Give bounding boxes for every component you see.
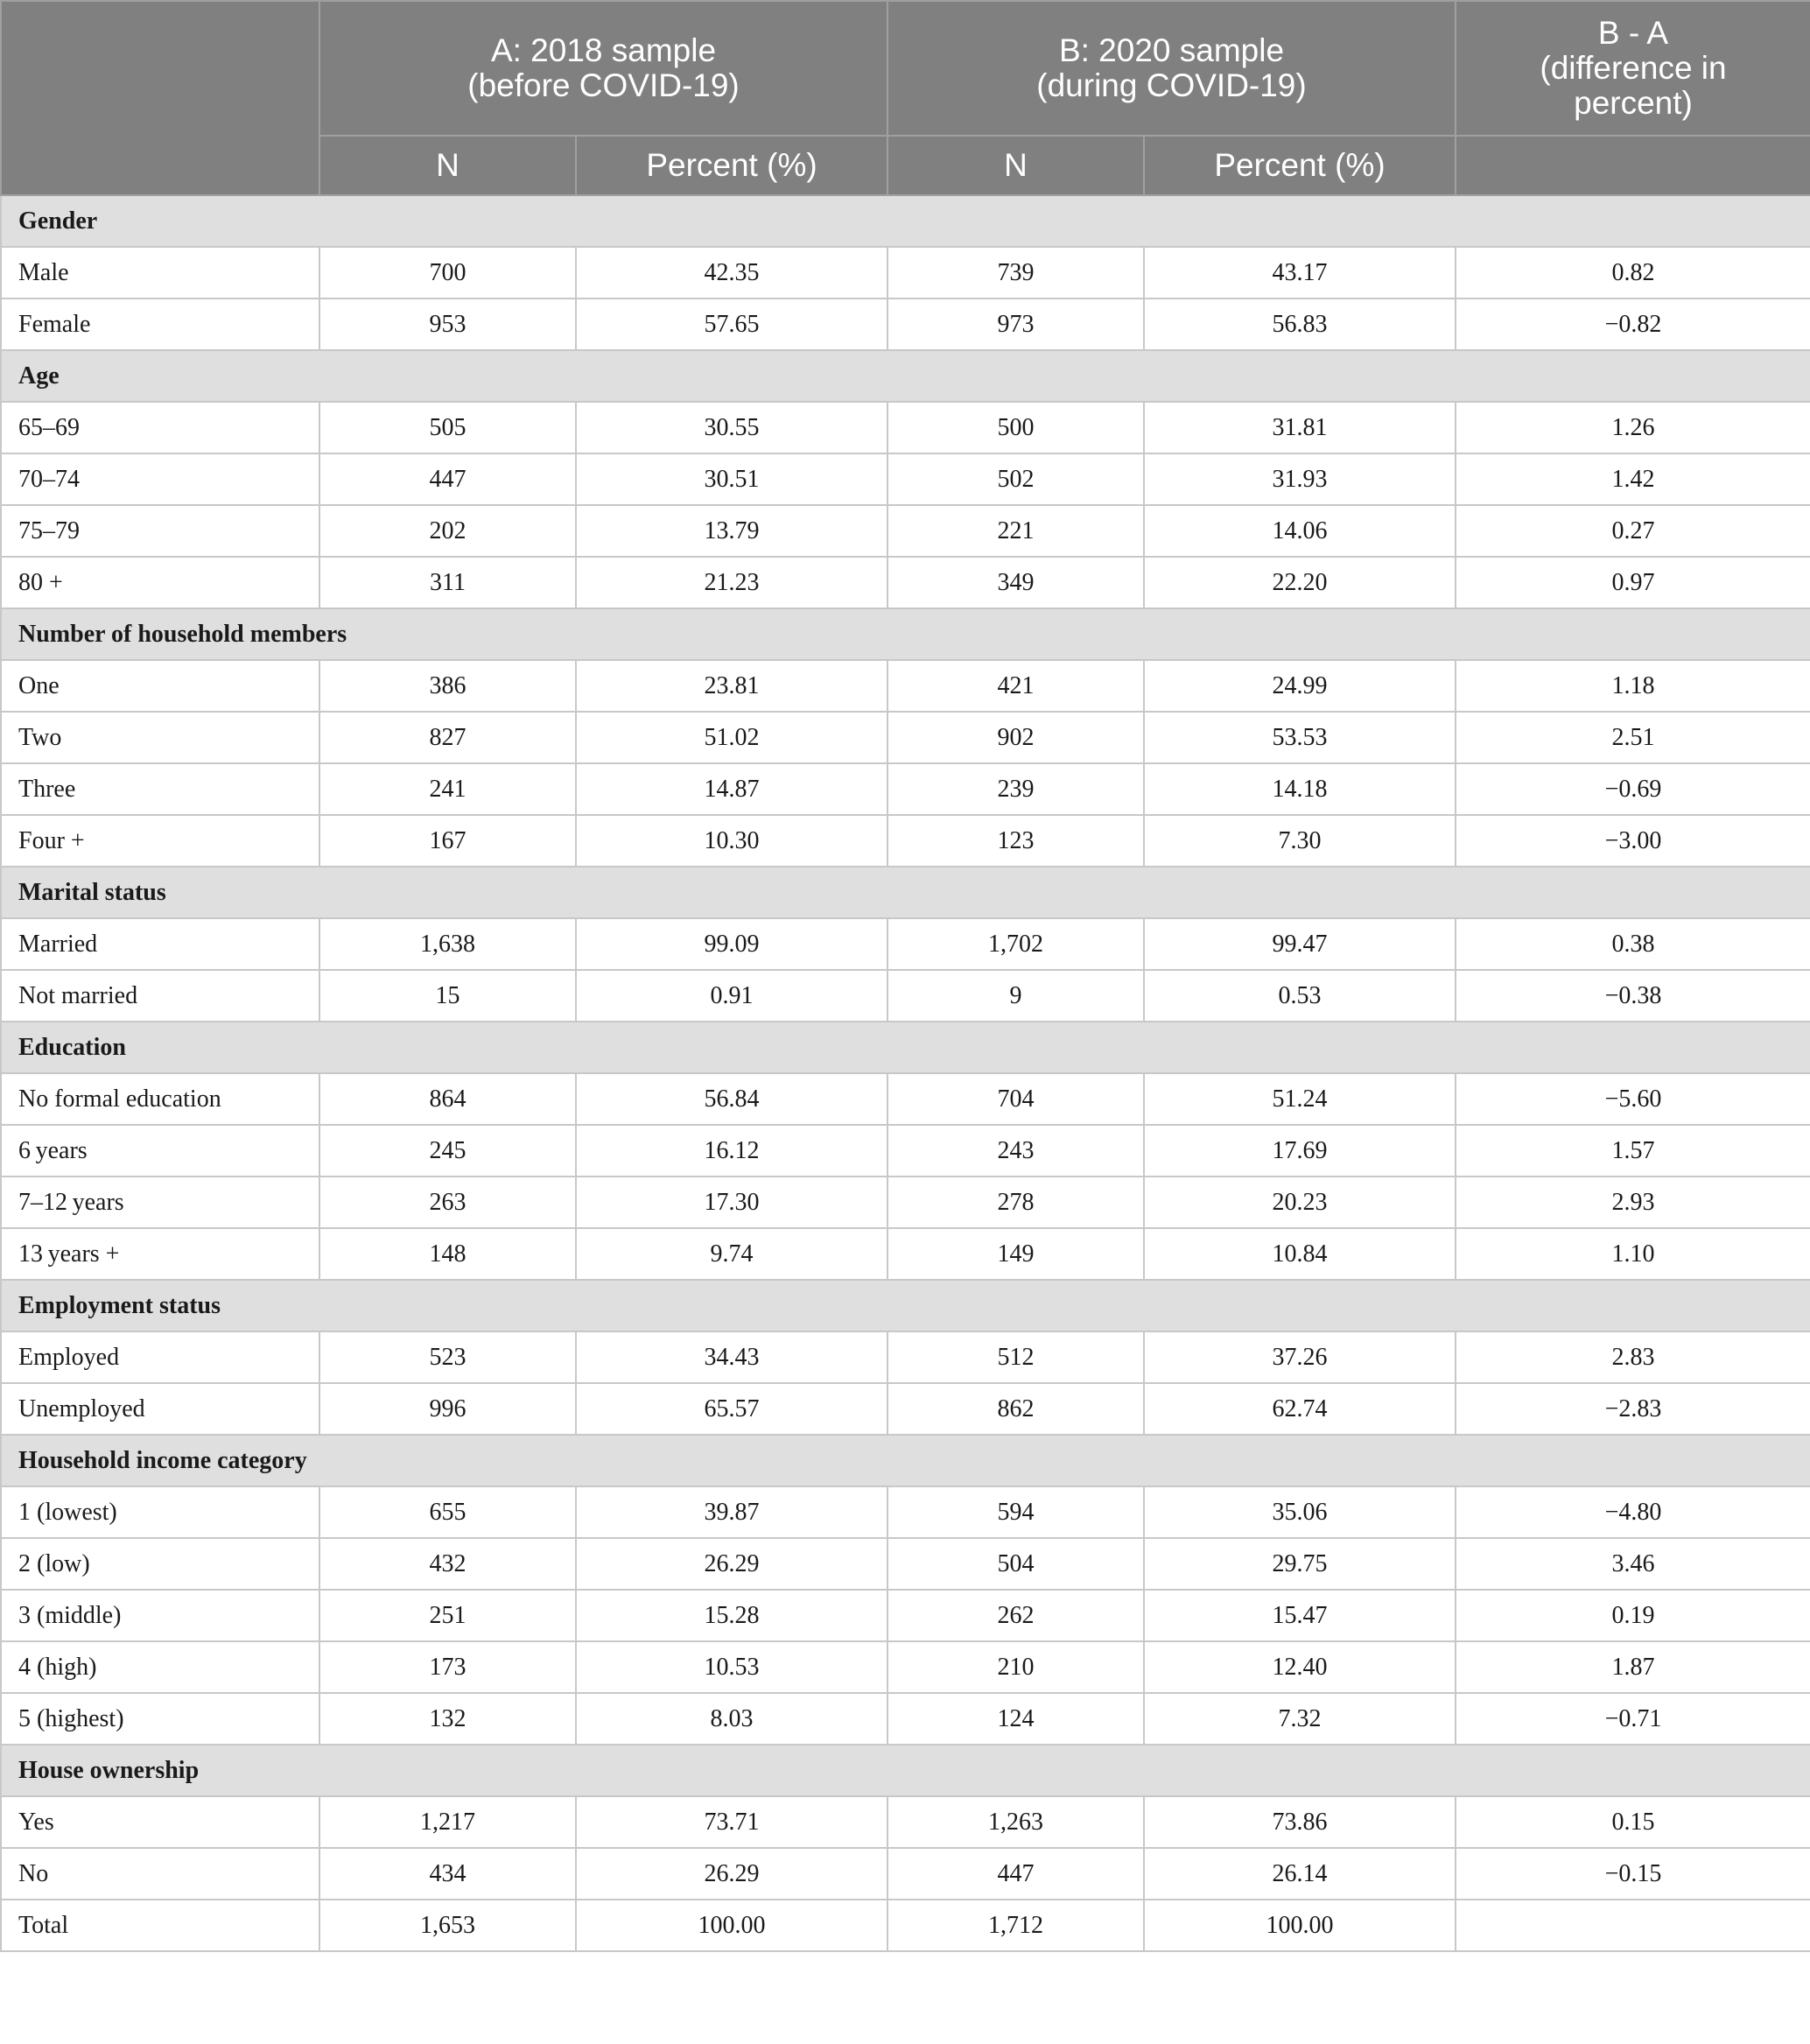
n-2020-cell: 447 <box>887 1848 1144 1900</box>
row-label-cell: 2 (low) <box>1 1538 319 1590</box>
n-2020-cell: 123 <box>887 815 1144 867</box>
percent-2018-cell: 99.09 <box>576 918 887 970</box>
n-2020-cell: 739 <box>887 247 1144 299</box>
row-label-cell: Total <box>1 1900 319 1951</box>
percent-2020-cell: 17.69 <box>1144 1125 1456 1177</box>
table-row <box>1 505 1810 557</box>
difference-cell: −0.15 <box>1456 1848 1810 1900</box>
n-2020-cell: 239 <box>887 763 1144 815</box>
n-2018-cell: 996 <box>319 1383 576 1435</box>
percent-2018-cell: 8.03 <box>576 1693 887 1745</box>
header-a-n: N <box>319 136 576 195</box>
section-title: Age <box>1 350 1810 402</box>
table-row <box>1 453 1810 505</box>
percent-2018-cell: 17.30 <box>576 1177 887 1228</box>
row-label-cell: 4 (high) <box>1 1641 319 1693</box>
difference-cell: −0.69 <box>1456 763 1810 815</box>
difference-cell: 0.82 <box>1456 247 1810 299</box>
percent-2018-cell: 56.84 <box>576 1073 887 1125</box>
percent-2020-cell: 51.24 <box>1144 1073 1456 1125</box>
difference-cell: 0.19 <box>1456 1590 1810 1641</box>
row-label-cell: Four + <box>1 815 319 867</box>
difference-cell: −0.82 <box>1456 299 1810 350</box>
difference-cell: 1.10 <box>1456 1228 1810 1280</box>
section-title: Gender <box>1 195 1810 247</box>
n-2020-cell: 973 <box>887 299 1144 350</box>
table-row <box>1 1538 1810 1590</box>
section-title: Education <box>1 1022 1810 1073</box>
header-b-percent: Percent (%) <box>1144 136 1456 195</box>
header-group-b-line2: (during COVID-19) <box>1036 67 1307 103</box>
header-difference <box>1456 1 1810 136</box>
percent-2018-cell: 26.29 <box>576 1848 887 1900</box>
table-row <box>1 1331 1810 1383</box>
percent-2020-cell: 26.14 <box>1144 1848 1456 1900</box>
percent-2018-cell: 39.87 <box>576 1486 887 1538</box>
percent-2020-cell: 37.26 <box>1144 1331 1456 1383</box>
table-body <box>1 195 1810 1951</box>
n-2020-cell: 902 <box>887 712 1144 763</box>
row-label-cell: No <box>1 1848 319 1900</box>
n-2018-cell: 15 <box>319 970 576 1022</box>
row-label-cell: 1 (lowest) <box>1 1486 319 1538</box>
section-title: Household income category <box>1 1435 1810 1486</box>
table-row <box>1 1641 1810 1693</box>
n-2018-cell: 1,217 <box>319 1796 576 1848</box>
section-header-row <box>1 1022 1810 1073</box>
percent-2020-cell: 15.47 <box>1144 1590 1456 1641</box>
difference-cell: 1.42 <box>1456 453 1810 505</box>
table-row <box>1 247 1810 299</box>
percent-2018-cell: 57.65 <box>576 299 887 350</box>
row-label-cell: 3 (middle) <box>1 1590 319 1641</box>
n-2018-cell: 1,653 <box>319 1900 576 1951</box>
n-2018-cell: 700 <box>319 247 576 299</box>
n-2020-cell: 1,702 <box>887 918 1144 970</box>
n-2018-cell: 864 <box>319 1073 576 1125</box>
table-row <box>1 557 1810 608</box>
row-label-cell: Three <box>1 763 319 815</box>
difference-cell: −5.60 <box>1456 1073 1810 1125</box>
table-row <box>1 1125 1810 1177</box>
percent-2018-cell: 10.53 <box>576 1641 887 1693</box>
n-2018-cell: 523 <box>319 1331 576 1383</box>
percent-2020-cell: 24.99 <box>1144 660 1456 712</box>
n-2020-cell: 124 <box>887 1693 1144 1745</box>
section-header-row <box>1 867 1810 918</box>
section-header-row <box>1 350 1810 402</box>
row-label-cell: 5 (highest) <box>1 1693 319 1745</box>
n-2020-cell: 594 <box>887 1486 1144 1538</box>
header-row-groups <box>1 1 1810 136</box>
percent-2018-cell: 30.55 <box>576 402 887 453</box>
percent-2020-cell: 14.06 <box>1144 505 1456 557</box>
n-2018-cell: 148 <box>319 1228 576 1280</box>
percent-2018-cell: 34.43 <box>576 1331 887 1383</box>
table-row <box>1 1693 1810 1745</box>
table-row <box>1 1177 1810 1228</box>
row-label-cell: 6 years <box>1 1125 319 1177</box>
percent-2018-cell: 42.35 <box>576 247 887 299</box>
n-2020-cell: 512 <box>887 1331 1144 1383</box>
n-2018-cell: 241 <box>319 763 576 815</box>
n-2018-cell: 447 <box>319 453 576 505</box>
percent-2018-cell: 0.91 <box>576 970 887 1022</box>
percent-2020-cell: 99.47 <box>1144 918 1456 970</box>
row-label-cell: No formal education <box>1 1073 319 1125</box>
row-label-cell: Employed <box>1 1331 319 1383</box>
row-label-cell: 65–69 <box>1 402 319 453</box>
table-row <box>1 299 1810 350</box>
difference-cell: 1.57 <box>1456 1125 1810 1177</box>
header-group-a <box>319 1 887 136</box>
n-2020-cell: 500 <box>887 402 1144 453</box>
n-2018-cell: 505 <box>319 402 576 453</box>
row-label-cell: Unemployed <box>1 1383 319 1435</box>
difference-cell: 1.18 <box>1456 660 1810 712</box>
row-label-cell: Female <box>1 299 319 350</box>
n-2018-cell: 655 <box>319 1486 576 1538</box>
n-2020-cell: 504 <box>887 1538 1144 1590</box>
n-2020-cell: 349 <box>887 557 1144 608</box>
header-difference-line3: percent) <box>1574 85 1693 121</box>
n-2018-cell: 432 <box>319 1538 576 1590</box>
n-2018-cell: 167 <box>319 815 576 867</box>
difference-cell: 3.46 <box>1456 1538 1810 1590</box>
n-2018-cell: 1,638 <box>319 918 576 970</box>
header-group-a-line1: A: 2018 sample <box>490 32 717 68</box>
percent-2020-cell: 10.84 <box>1144 1228 1456 1280</box>
header-group-b-line1: B: 2020 sample <box>1058 32 1285 68</box>
percent-2020-cell: 12.40 <box>1144 1641 1456 1693</box>
percent-2018-cell: 26.29 <box>576 1538 887 1590</box>
row-label-cell: Male <box>1 247 319 299</box>
row-label-cell: 13 years + <box>1 1228 319 1280</box>
n-2020-cell: 862 <box>887 1383 1144 1435</box>
percent-2018-cell: 15.28 <box>576 1590 887 1641</box>
percent-2018-cell: 14.87 <box>576 763 887 815</box>
percent-2020-cell: 53.53 <box>1144 712 1456 763</box>
table-row <box>1 1383 1810 1435</box>
difference-cell: 2.51 <box>1456 712 1810 763</box>
percent-2018-cell: 16.12 <box>576 1125 887 1177</box>
table-row <box>1 970 1810 1022</box>
difference-cell: −0.38 <box>1456 970 1810 1022</box>
difference-cell: 1.26 <box>1456 402 1810 453</box>
difference-cell: 0.27 <box>1456 505 1810 557</box>
n-2018-cell: 953 <box>319 299 576 350</box>
section-title: Marital status <box>1 867 1810 918</box>
header-a-percent: Percent (%) <box>576 136 887 195</box>
n-2018-cell: 202 <box>319 505 576 557</box>
percent-2020-cell: 7.32 <box>1144 1693 1456 1745</box>
table-row <box>1 1590 1810 1641</box>
difference-cell: 1.87 <box>1456 1641 1810 1693</box>
n-2020-cell: 1,263 <box>887 1796 1144 1848</box>
section-title: Employment status <box>1 1280 1810 1331</box>
percent-2018-cell: 65.57 <box>576 1383 887 1435</box>
row-label-cell: 75–79 <box>1 505 319 557</box>
difference-cell: −2.83 <box>1456 1383 1810 1435</box>
percent-2018-cell: 100.00 <box>576 1900 887 1951</box>
row-label-cell: Two <box>1 712 319 763</box>
table-row <box>1 1073 1810 1125</box>
table-header <box>1 1 1810 195</box>
section-header-row <box>1 608 1810 660</box>
percent-2020-cell: 73.86 <box>1144 1796 1456 1848</box>
n-2018-cell: 263 <box>319 1177 576 1228</box>
percent-2020-cell: 56.83 <box>1144 299 1456 350</box>
n-2020-cell: 243 <box>887 1125 1144 1177</box>
percent-2018-cell: 23.81 <box>576 660 887 712</box>
percent-2018-cell: 21.23 <box>576 557 887 608</box>
n-2018-cell: 245 <box>319 1125 576 1177</box>
section-header-row <box>1 1435 1810 1486</box>
percent-2020-cell: 43.17 <box>1144 247 1456 299</box>
difference-cell: 2.83 <box>1456 1331 1810 1383</box>
percent-2020-cell: 0.53 <box>1144 970 1456 1022</box>
n-2020-cell: 704 <box>887 1073 1144 1125</box>
section-title: House ownership <box>1 1745 1810 1796</box>
percent-2020-cell: 100.00 <box>1144 1900 1456 1951</box>
n-2018-cell: 386 <box>319 660 576 712</box>
section-header-row <box>1 1745 1810 1796</box>
row-label-cell: Not married <box>1 970 319 1022</box>
difference-cell <box>1456 1900 1810 1951</box>
table-row <box>1 918 1810 970</box>
table-row <box>1 1900 1810 1951</box>
difference-cell: −3.00 <box>1456 815 1810 867</box>
table-row <box>1 1228 1810 1280</box>
table-row <box>1 815 1810 867</box>
table-row <box>1 1848 1810 1900</box>
percent-2020-cell: 20.23 <box>1144 1177 1456 1228</box>
n-2020-cell: 210 <box>887 1641 1144 1693</box>
percent-2020-cell: 14.18 <box>1144 763 1456 815</box>
header-difference-line2: (difference in <box>1540 50 1727 86</box>
table-row <box>1 1796 1810 1848</box>
table-row <box>1 1486 1810 1538</box>
percent-2020-cell: 29.75 <box>1144 1538 1456 1590</box>
n-2018-cell: 251 <box>319 1590 576 1641</box>
n-2020-cell: 9 <box>887 970 1144 1022</box>
percent-2020-cell: 7.30 <box>1144 815 1456 867</box>
n-2020-cell: 149 <box>887 1228 1144 1280</box>
section-header-row <box>1 1280 1810 1331</box>
row-label-cell: 80 + <box>1 557 319 608</box>
header-group-b <box>887 1 1456 136</box>
table-row <box>1 660 1810 712</box>
percent-2018-cell: 30.51 <box>576 453 887 505</box>
row-label-cell: 70–74 <box>1 453 319 505</box>
row-label-cell: One <box>1 660 319 712</box>
n-2018-cell: 827 <box>319 712 576 763</box>
table-row <box>1 763 1810 815</box>
difference-cell: −0.71 <box>1456 1693 1810 1745</box>
difference-cell: 2.93 <box>1456 1177 1810 1228</box>
percent-2020-cell: 62.74 <box>1144 1383 1456 1435</box>
n-2020-cell: 502 <box>887 453 1144 505</box>
percent-2020-cell: 31.93 <box>1144 453 1456 505</box>
header-corner-cell <box>1 1 319 195</box>
percent-2020-cell: 31.81 <box>1144 402 1456 453</box>
percent-2018-cell: 73.71 <box>576 1796 887 1848</box>
section-header-row <box>1 195 1810 247</box>
n-2018-cell: 311 <box>319 557 576 608</box>
n-2020-cell: 421 <box>887 660 1144 712</box>
n-2018-cell: 173 <box>319 1641 576 1693</box>
n-2020-cell: 262 <box>887 1590 1144 1641</box>
row-label-cell: Yes <box>1 1796 319 1848</box>
table-row <box>1 712 1810 763</box>
percent-2020-cell: 22.20 <box>1144 557 1456 608</box>
n-2020-cell: 1,712 <box>887 1900 1144 1951</box>
header-group-a-line2: (before COVID-19) <box>467 67 740 103</box>
header-difference-blank <box>1456 136 1810 195</box>
percent-2018-cell: 13.79 <box>576 505 887 557</box>
row-label-cell: Married <box>1 918 319 970</box>
difference-cell: −4.80 <box>1456 1486 1810 1538</box>
percent-2018-cell: 51.02 <box>576 712 887 763</box>
n-2018-cell: 132 <box>319 1693 576 1745</box>
table-row <box>1 402 1810 453</box>
n-2020-cell: 278 <box>887 1177 1144 1228</box>
header-b-n: N <box>887 136 1144 195</box>
percent-2018-cell: 9.74 <box>576 1228 887 1280</box>
n-2020-cell: 221 <box>887 505 1144 557</box>
percent-2020-cell: 35.06 <box>1144 1486 1456 1538</box>
section-title: Number of household members <box>1 608 1810 660</box>
percent-2018-cell: 10.30 <box>576 815 887 867</box>
header-difference-line1: B - A <box>1597 15 1669 51</box>
difference-cell: 0.97 <box>1456 557 1810 608</box>
difference-cell: 0.15 <box>1456 1796 1810 1848</box>
row-label-cell: 7–12 years <box>1 1177 319 1228</box>
difference-cell: 0.38 <box>1456 918 1810 970</box>
n-2018-cell: 434 <box>319 1848 576 1900</box>
